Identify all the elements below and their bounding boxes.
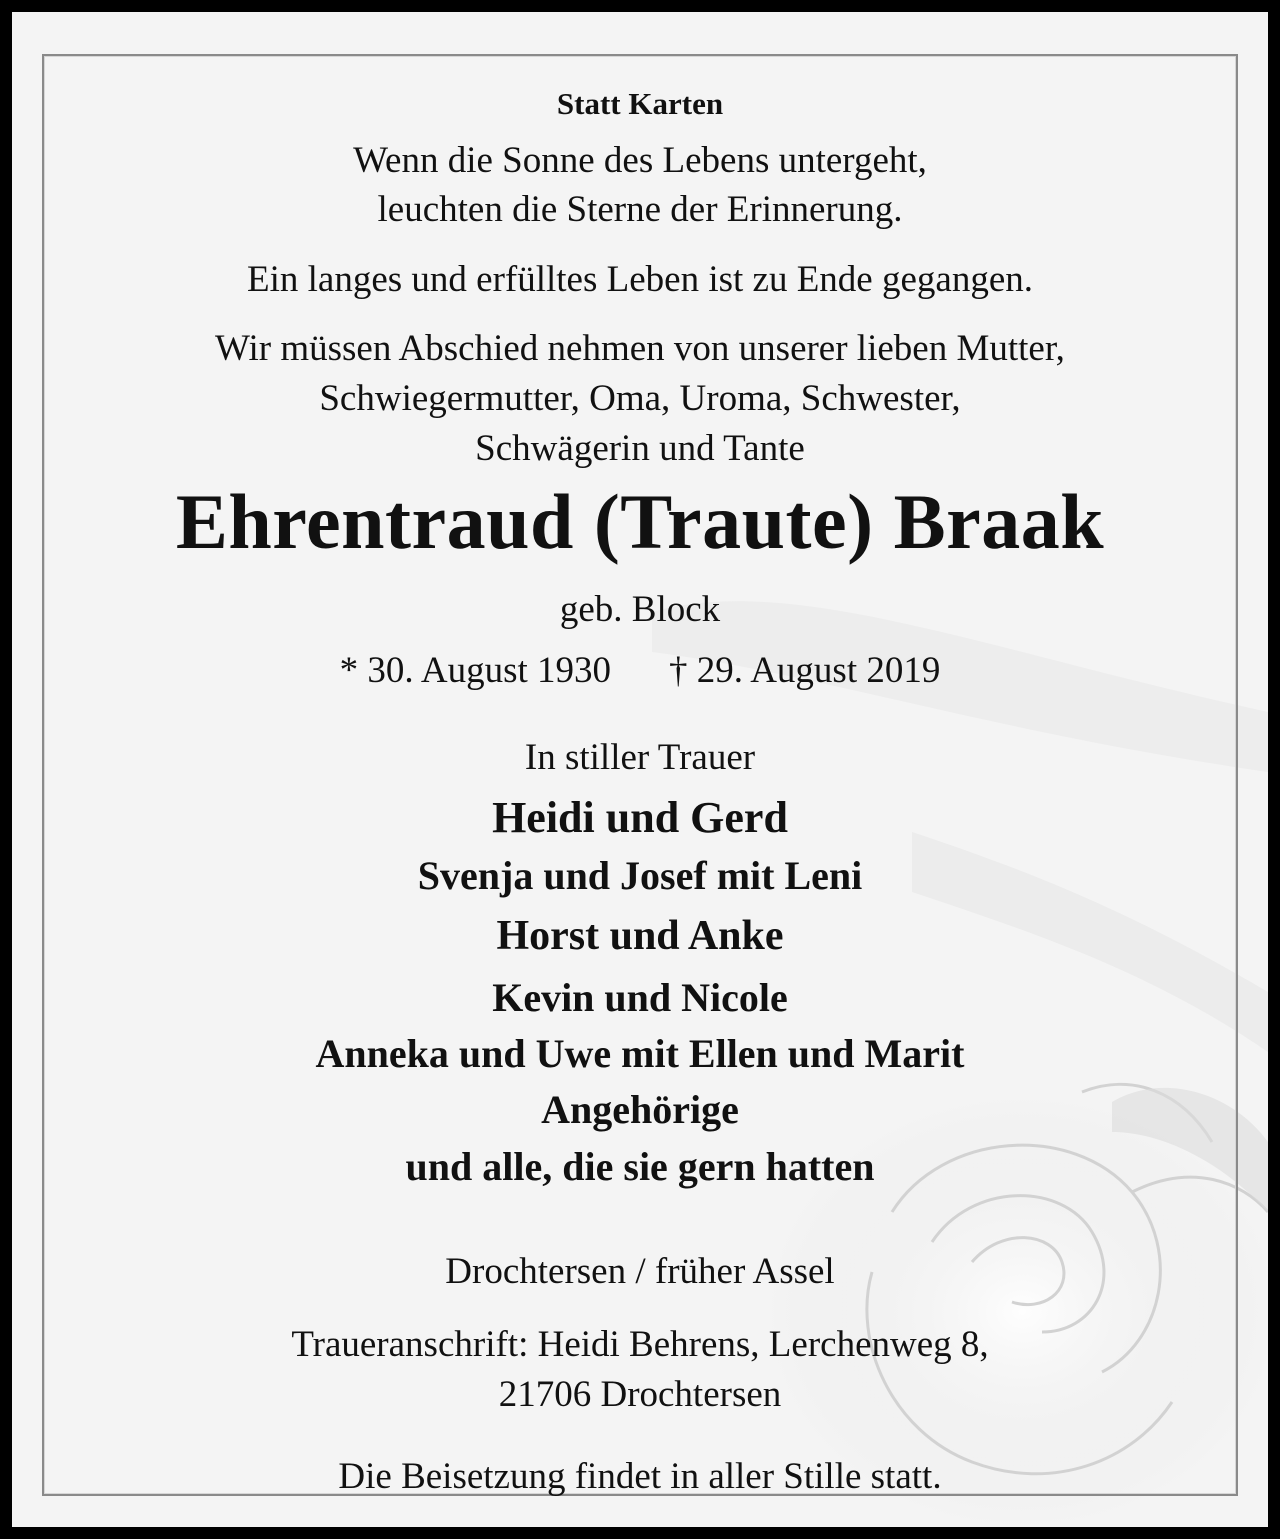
mourner-line: Anneka und Uwe mit Ellen und Marit	[315, 1031, 965, 1076]
mourner-line: Heidi und Gerd	[492, 793, 788, 842]
mourner-line: und alle, die sie gern hatten	[405, 1144, 875, 1189]
maiden-name: geb. Block	[559, 589, 721, 630]
mourner-line: Horst und Anke	[496, 913, 784, 959]
address-line: 21706 Drochtersen	[498, 1374, 782, 1415]
poem-line: leuchten die Sterne der Erinnerung.	[377, 189, 903, 230]
obituary-card	[12, 12, 1268, 1527]
farewell-line: Wir müssen Abschied nehmen von unserer lieben Mutter,	[215, 328, 1065, 369]
death-date: † 29. August 2019	[669, 650, 941, 691]
mourner-line: Angehörige	[541, 1087, 739, 1132]
mourner-line: Svenja und Josef mit Leni	[417, 853, 863, 898]
mourning-label: In stiller Trauer	[524, 737, 756, 778]
poem-line: Wenn die Sonne des Lebens untergeht,	[353, 140, 927, 181]
address-line: Traueranschrift: Heidi Behrens, Lerchenweg 8,	[291, 1324, 989, 1365]
deceased-name: Ehrentraud (Traute) Braak	[175, 478, 1105, 565]
life-dates	[12, 649, 1268, 692]
location-text: Drochtersen / früher Assel	[445, 1251, 835, 1292]
header-text: Statt Karten	[556, 86, 724, 121]
burial-note: Die Beisetzung findet in aller Stille statt.	[338, 1456, 942, 1497]
farewell-line: Schwiegermutter, Oma, Uroma, Schwester,	[319, 378, 961, 419]
intro-text: Ein langes und erfülltes Leben ist zu Ende gegangen.	[247, 259, 1033, 300]
mourner-line: Kevin und Nicole	[492, 975, 788, 1020]
birth-date: * 30. August 1930	[339, 650, 611, 691]
farewell-line: Schwägerin und Tante	[475, 428, 805, 469]
